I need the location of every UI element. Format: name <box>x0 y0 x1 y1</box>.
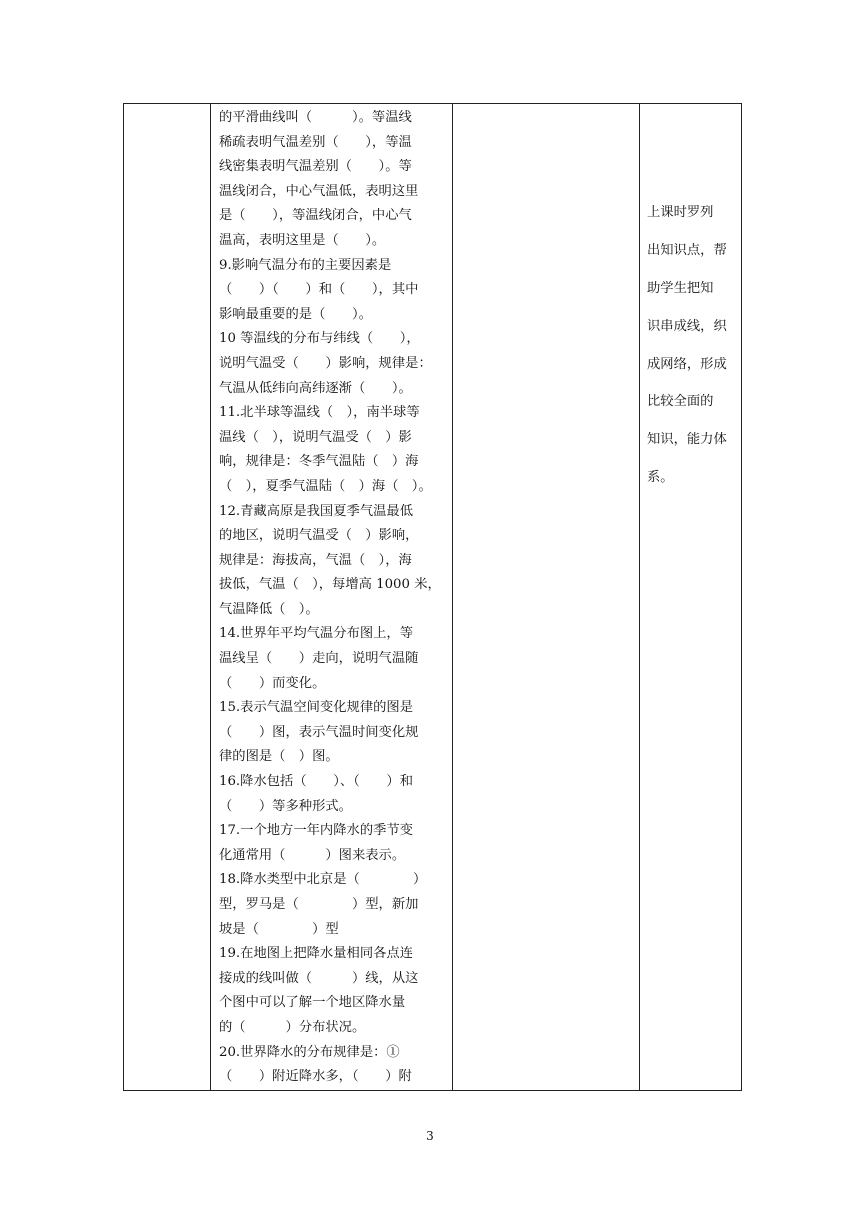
text-line: 的（ ）分布状况。 <box>219 1019 366 1035</box>
text-line: （ ）（ ）和（ ），其中 <box>219 282 419 298</box>
text-line: 11.北半球等温线（ ），南半球等 <box>219 405 420 421</box>
text-line: 17.一个地方一年内降水的季节变 <box>219 823 414 839</box>
text-line: 规律是：海拔高，气温（ ），海 <box>219 552 412 568</box>
text-line: 12.青藏高原是我国夏季气温最低 <box>219 503 414 519</box>
text-line: 16.降水包括（ ）、（ ）和 <box>219 774 414 790</box>
text-line: 线密集表明气温差别（ ）。等 <box>219 159 412 175</box>
text-line: 气温从低纬向高纬逐渐（ ）。 <box>219 380 412 396</box>
text-line: （ ）附近降水多，（ ）附 <box>219 1069 412 1085</box>
text-line: （ ），夏季气温陆（ ）海（ ）。 <box>219 478 432 494</box>
text-line: 温线（ ），说明气温受（ ）影 <box>219 429 412 445</box>
note-cell <box>640 104 742 1091</box>
text-line: 18.降水类型中北京是（ ） <box>219 872 427 888</box>
text-line: 个图中可以了解一个地区降水量 <box>219 995 406 1011</box>
text-line: 系。 <box>647 470 674 486</box>
text-line: 14.世界年平均气温分布图上，等 <box>219 626 414 642</box>
text-line: 的地区，说明气温受（ ）影响， <box>219 528 419 544</box>
text-line: 20.世界降水的分布规律是：① <box>219 1044 400 1060</box>
text-line: 出知识点，帮 <box>647 242 727 258</box>
review-questions <box>211 104 452 1090</box>
blank-column-cell-2 <box>453 104 640 1091</box>
text-line: 成网络，形成 <box>647 356 727 372</box>
text-line: 坡是（ ）型 <box>219 921 339 937</box>
text-line: 是（ ），等温线闭合，中心气 <box>219 208 412 224</box>
text-line: 9.影响气温分布的主要因素是 <box>219 257 392 273</box>
text-line: （ ）而变化。 <box>219 675 326 691</box>
text-line: （ ）图，表示气温时间变化规 <box>219 724 419 740</box>
text-line: 气温降低（ ）。 <box>219 601 319 617</box>
text-line: 的平滑曲线叫（ ）。等温线 <box>219 110 412 125</box>
text-line: 温高，表明这里是（ ）。 <box>219 232 386 248</box>
text-line: 型，罗马是（ ）型，新加 <box>219 897 419 912</box>
text-line: 温线呈（ ）走向，说明气温随 <box>219 651 419 667</box>
text-line: 10 等温线的分布与纬线（ ）， <box>219 331 420 347</box>
text-line: 识串成线，织 <box>647 318 727 334</box>
text-line: 助学生把知 <box>647 280 714 296</box>
text-line: （ ）等多种形式。 <box>219 798 352 814</box>
text-line: 15.表示气温空间变化规律的图是 <box>219 700 414 716</box>
text-line: 响，规律是：冬季气温陆（ ）海 <box>219 454 419 470</box>
text-line: 拔低，气温（ ），每增高 1000 米， <box>219 577 441 593</box>
text-line: 接成的线叫做（ ）线，从这 <box>219 970 419 986</box>
blank-column-cell <box>124 104 211 1091</box>
text-line: 上课时罗列 <box>647 205 714 220</box>
lesson-table <box>123 103 742 1091</box>
table-row <box>124 104 742 1091</box>
content-cell <box>211 104 453 1091</box>
text-line: 温线闭合，中心气温低，表明这里 <box>219 183 419 199</box>
text-line: 比较全面的 <box>647 394 714 410</box>
teaching-note <box>640 201 741 491</box>
text-line: 说明气温受（ ）影响，规律是： <box>219 355 432 371</box>
page-number: 3 <box>426 1129 434 1143</box>
text-line: 律的图是（ ）图。 <box>219 749 339 765</box>
text-line: 影响最重要的是（ ）。 <box>219 306 372 322</box>
text-line: 稀疏表明气温差别（ ），等温 <box>219 134 412 150</box>
text-line: 19.在地图上把降水量相同各点连 <box>219 946 414 962</box>
text-line: 知识，能力体 <box>647 432 727 448</box>
text-line: 化通常用（ ）图来表示。 <box>219 847 406 863</box>
